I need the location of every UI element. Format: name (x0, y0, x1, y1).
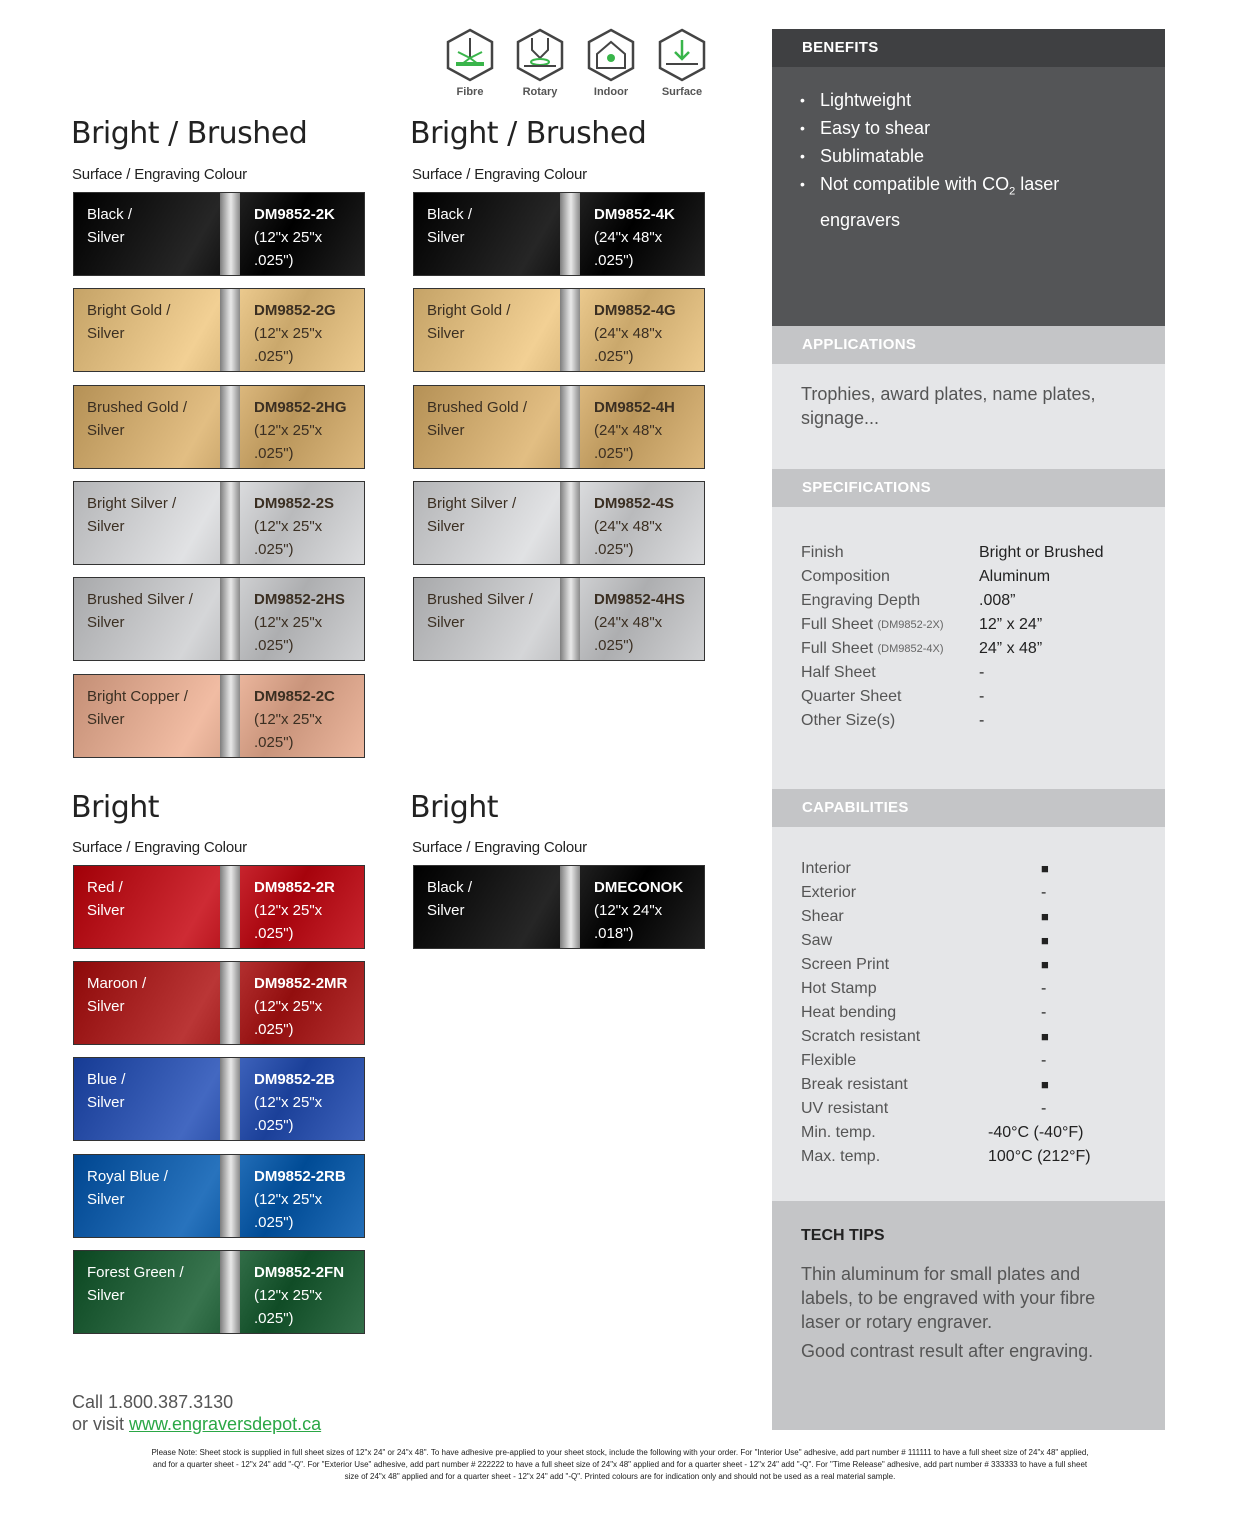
swatch-size: (24"x 48"x .025") (594, 325, 663, 366)
benefit-text: engravers (820, 209, 901, 230)
capability-label: Shear (801, 908, 844, 925)
fibre-badge (440, 28, 500, 98)
swatch-code: DM9852-2MR (254, 975, 348, 993)
indoor-label: Indoor (593, 86, 629, 98)
spec-label (801, 709, 895, 733)
spec-label-text: Half Sheet (801, 664, 876, 681)
swatch-name: Maroon / Silver (87, 975, 147, 1016)
indoor-house-icon (585, 28, 637, 84)
spec-value: .008” (979, 592, 1016, 609)
benefit-text: Lightweight (820, 90, 912, 110)
spec-note: (DM9852-4X) (877, 643, 944, 655)
swatch-code: DM9852-2FN (254, 1263, 345, 1281)
contact-visit-prefix: or visit (72, 1414, 130, 1434)
section-title: Bright / Brushed (410, 116, 647, 151)
rotary-badge (510, 28, 570, 98)
spec-value: - (979, 712, 985, 729)
swatch-name: Brushed Gold / Silver (87, 398, 188, 439)
swatch-card (73, 577, 365, 661)
swatch-card (73, 1154, 365, 1238)
section-title: Bright / Brushed (71, 116, 308, 151)
swatch-size: (12"x 25"x .025") (254, 710, 323, 751)
silver-core-strip (560, 578, 580, 660)
swatch-code: DM9852-4S (594, 494, 675, 512)
silver-core-strip (220, 386, 240, 468)
swatch-size: (12"x 25"x .025") (254, 902, 323, 942)
silver-core-strip (560, 482, 580, 564)
capability-label: Exterior (801, 884, 857, 901)
section-subtitle: Surface / Engraving Colour (412, 166, 587, 183)
swatch-card (73, 1057, 365, 1141)
capability-value: ■ (1041, 933, 1049, 948)
capability-label: UV resistant (801, 1100, 889, 1117)
spec-label (801, 685, 902, 709)
swatch-name: Bright Copper / Silver (87, 687, 188, 728)
benefit-text: Easy to shear (820, 118, 931, 138)
swatch-code: DM9852-4HS (594, 591, 685, 609)
swatch-size: (12"x 25"x .025") (254, 1094, 323, 1135)
silver-core-strip (560, 193, 580, 275)
benefit-text: laser (1015, 174, 1060, 194)
capability-value: -40°C (-40°F) (988, 1124, 1084, 1141)
swatch-code: DM9852-2RB (254, 1167, 346, 1185)
swatch-card (413, 385, 705, 469)
spec-label (801, 613, 944, 637)
surface-badge (652, 28, 712, 98)
spec-label-text: Other Size(s) (801, 712, 896, 729)
capability-label: Saw (801, 932, 833, 949)
specifications-heading: SPECIFICATIONS (772, 469, 1165, 507)
section-title: Bright (71, 790, 160, 825)
capability-value: - (1041, 884, 1047, 901)
silver-core-strip (220, 1155, 240, 1237)
swatch-size: (12"x 25"x .025") (254, 998, 323, 1039)
applications-text: Trophies, award plates, name plates, signage... (801, 384, 1096, 428)
swatch-size: (24"x 48"x .025") (594, 614, 663, 655)
silver-core-strip (220, 289, 240, 371)
tech-tips-heading: TECH TIPS (801, 1227, 885, 1244)
spec-label (801, 637, 944, 661)
spec-label (801, 661, 876, 685)
fibre-laser-icon (444, 28, 496, 84)
benefit-subscript: 2 (1009, 185, 1016, 198)
spec-note: (DM9852-2X) (877, 619, 944, 631)
section-subtitle: Surface / Engraving Colour (412, 839, 587, 856)
swatch-card (73, 961, 365, 1045)
swatch-size: (24"x 48"x .025") (594, 421, 663, 462)
section-title: Bright (410, 790, 499, 825)
contact-phone: Call 1.800.387.3130 (72, 1392, 234, 1412)
capability-value: ■ (1041, 1029, 1049, 1044)
silver-core-strip (220, 482, 240, 564)
swatch-name: Royal Blue / Silver (87, 1167, 168, 1208)
capability-label: Screen Print (801, 956, 890, 973)
silver-core-strip (220, 1251, 240, 1333)
swatch-card (413, 192, 705, 276)
swatch-code: DM9852-2C (254, 687, 335, 705)
benefit-item (800, 142, 1059, 170)
capability-label: Interior (801, 860, 851, 877)
tech-tips-text-2: Good contrast result after engraving. (801, 1341, 1094, 1361)
swatch-card (73, 674, 365, 758)
tech-tips-text: Thin aluminum for small plates and labels, to be engraved with your fibre laser or rotary engraver. (801, 1264, 1096, 1332)
silver-core-strip (220, 866, 240, 948)
swatch-card (73, 288, 365, 372)
spec-label-text: Quarter Sheet (801, 688, 902, 705)
spec-label-text: Finish (801, 544, 844, 561)
capability-value: 100°C (212°F) (988, 1148, 1091, 1165)
swatch-size: (24"x 48"x .025") (594, 517, 663, 558)
swatch-card (73, 192, 365, 276)
swatch-name: Bright Gold / Silver (427, 302, 511, 343)
swatch-size: (12"x 24"x .018") (594, 902, 663, 942)
rotary-label: Rotary (522, 86, 558, 98)
spec-label (801, 589, 920, 613)
capability-value: - (1041, 1100, 1047, 1117)
capability-value: ■ (1041, 957, 1049, 972)
swatch-code: DM9852-2K (254, 206, 335, 223)
swatch-name: Bright Silver / Silver (427, 494, 517, 535)
swatch-size: (12"x 25"x .025") (254, 614, 323, 655)
swatch-card (413, 481, 705, 565)
swatch-name: Brushed Gold / Silver (427, 398, 528, 439)
swatch-name: Black / Silver (427, 206, 473, 246)
swatch-code: DM9852-4K (594, 206, 675, 223)
capability-label: Scratch resistant (801, 1028, 921, 1045)
silver-core-strip (560, 386, 580, 468)
benefits-list (800, 86, 1059, 234)
rotary-engraver-icon (514, 28, 566, 84)
spec-label-text: Composition (801, 568, 890, 585)
swatch-card (413, 288, 705, 372)
swatch-card (73, 481, 365, 565)
silver-core-strip (220, 675, 240, 757)
swatch-code: DM9852-4G (594, 302, 676, 320)
capability-label: Flexible (801, 1052, 857, 1069)
swatch-code: DM9852-2HS (254, 591, 345, 609)
spec-value: - (979, 688, 985, 705)
swatch-size: (12"x 25"x .025") (254, 1286, 323, 1327)
silver-core-strip (220, 193, 240, 275)
spec-value: 24” x 48” (979, 640, 1043, 657)
spec-value: Aluminum (979, 568, 1051, 585)
swatch-name: Bright Silver / Silver (87, 494, 177, 535)
swatch-size: (12"x 25"x .025") (254, 1190, 323, 1231)
benefits-heading: BENEFITS (772, 29, 1165, 67)
benefit-text: Not compatible with CO (820, 174, 1010, 194)
section-subtitle: Surface / Engraving Colour (72, 839, 247, 856)
spec-label-text: Full Sheet (801, 616, 878, 633)
swatch-card (73, 865, 365, 949)
spec-label-text: Full Sheet (801, 640, 878, 657)
swatch-card (413, 865, 705, 949)
swatch-size: (12"x 25"x .025") (254, 325, 323, 366)
silver-core-strip (220, 962, 240, 1044)
capability-value: - (1041, 980, 1047, 997)
spec-label (801, 541, 844, 565)
capabilities-heading: CAPABILITIES (772, 789, 1165, 827)
swatch-size: (12"x 25"x .025") (254, 517, 323, 558)
silver-core-strip (220, 1058, 240, 1140)
benefit-item (800, 170, 1059, 234)
capability-label: Max. temp. (801, 1148, 881, 1165)
spec-label (801, 565, 890, 589)
swatch-name: Red / Silver (87, 879, 125, 919)
swatch-size: (12"x 25"x .025") (254, 421, 323, 462)
surface-label: Surface (661, 86, 703, 98)
capability-value: ■ (1041, 861, 1049, 876)
capability-label: Min. temp. (801, 1124, 876, 1141)
capability-value: - (1041, 1052, 1047, 1069)
swatch-code: DM9852-2G (254, 302, 336, 320)
swatch-code: DM9852-4H (594, 398, 675, 416)
swatch-card (73, 1250, 365, 1334)
spec-value: - (979, 664, 985, 681)
benefit-item (800, 86, 1059, 114)
swatch-card (73, 385, 365, 469)
swatch-code: DM9852-2HG (254, 398, 347, 416)
swatch-name: Bright Gold / Silver (87, 302, 171, 343)
swatch-card (413, 577, 705, 661)
swatch-code: DM9852-2B (254, 1071, 335, 1089)
swatch-name: Forest Green / Silver (87, 1263, 184, 1304)
swatch-name: Blue / Silver (87, 1071, 126, 1112)
surface-arrow-icon (656, 28, 708, 84)
website-link[interactable]: www.engraversdepot.ca (129, 1414, 322, 1434)
applications-heading: APPLICATIONS (772, 326, 1165, 364)
contact-visit (72, 1414, 321, 1435)
swatch-code: DMECONOK (594, 879, 684, 896)
capability-label: Heat bending (801, 1004, 897, 1021)
footer-note: Please Note: Sheet stock is supplied in full sheet sizes of 12"x 24" or 24"x 48". To have adhesive pre-applied to your sheet stock, include the following with your order. For "Interior Use" adhesive, add part number # 111111 to have a full sheet size of 24"x 48" applied, and for a quarter sheet - 12"x 24" add "-Q". For "Exterior Use" adhesive, add part number # 222222 to have a full sheet size of 24"x 48" applied and for a quarter sheet - 12"x 24" add "-Q". For "Time Release" adhesive, add part number # 333333 to have a full sheet size of 24"x 48" applied and for a quarter sheet - 12"x 24" add "-Q". Printed colours are for indication only and should not be used as a real material sample. (151, 1448, 1089, 1481)
capability-label: Break resistant (801, 1076, 908, 1093)
swatch-size: (24"x 48"x .025") (594, 229, 663, 269)
benefit-item (800, 114, 1059, 142)
capability-value: - (1041, 1004, 1047, 1021)
swatch-code: DM9852-2R (254, 879, 335, 896)
swatch-name: Brushed Silver / Silver (87, 591, 193, 632)
capability-value: ■ (1041, 909, 1049, 924)
capability-label: Hot Stamp (801, 980, 877, 997)
silver-core-strip (560, 289, 580, 371)
swatch-name: Brushed Silver / Silver (427, 591, 533, 632)
swatch-code: DM9852-2S (254, 494, 335, 512)
silver-core-strip (220, 578, 240, 660)
capability-value: ■ (1041, 1077, 1049, 1092)
section-subtitle: Surface / Engraving Colour (72, 166, 247, 183)
indoor-badge (581, 28, 641, 98)
spec-value: Bright or Brushed (979, 544, 1104, 561)
spec-value: 12” x 24” (979, 616, 1043, 633)
silver-core-strip (560, 866, 580, 948)
spec-label-text: Engraving Depth (801, 592, 921, 609)
fibre-label: Fibre (456, 86, 484, 98)
swatch-name: Black / Silver (87, 206, 133, 246)
benefit-text: Sublimatable (820, 146, 925, 166)
swatch-size: (12"x 25"x .025") (254, 229, 323, 269)
swatch-name: Black / Silver (427, 879, 473, 919)
